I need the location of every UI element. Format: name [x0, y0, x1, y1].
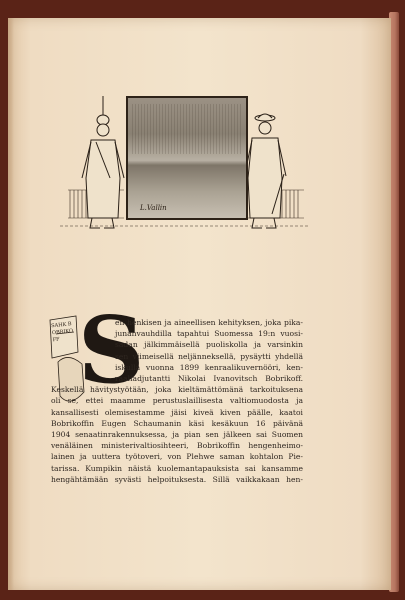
text-line: oli se, ettei maamme perustuslaillisesta valtiomuodosta ja — [51, 396, 303, 406]
text-line: Keskellä hävitystyötään, joka kieltämättömänä tarkoituksena — [51, 385, 303, 395]
text-line: sadan jälkimmäisellä puoliskolla ja varsinkin — [115, 340, 303, 350]
right-guard-figure — [244, 114, 286, 228]
header-illustration — [60, 78, 310, 238]
initial-letter: S — [78, 296, 145, 404]
artist-signature: L.Vallin — [140, 204, 167, 212]
body-paragraph — [51, 317, 303, 485]
text-line: tarissa. Kumpikin näistä kuolemantapauksista sai kansamme — [51, 463, 303, 473]
text-line: sen viimeisellä neljänneksellä, pysäytti yhdellä — [115, 351, 303, 361]
text-line: 1904 senaatinrakennuksessa, ja pian sen jälkeen sai Suomen — [51, 430, 303, 440]
text-line: junanvauhdilla tapahtui Suomessa 19:n vuosi- — [115, 329, 303, 339]
text-line: raaliadjutantti Nikolai Ivanovitsch Bobrikoff. — [115, 374, 303, 384]
text-line: Bobrikoffin Eugen Schaumanin käsi kesäkuun 16 päivänä — [51, 418, 303, 428]
initial-sign-text: SAHK BOBRIKOFF — [50, 321, 74, 344]
text-line: hengähtämään syvästi helpoituksesta. Sillä vaikkakaan hen- — [51, 474, 303, 484]
text-line: venäläinen ministerivaltiosihteeri, Bobrikoffin hengenheimo- — [51, 441, 303, 451]
text-line: lainen ja uuttera työtoveri, von Plehwe saman kohtalon Pie- — [51, 452, 303, 462]
left-guard-figure — [82, 96, 124, 228]
text-line: kansallisesti olemisestamme jäisi kiveä kiven päälle, kaatoi — [51, 407, 303, 417]
framed-landscape-picture — [126, 96, 248, 220]
page-gutter — [8, 18, 14, 590]
text-line: en henkisen ja aineellisen kehityksen, joka pika- — [115, 318, 303, 327]
text-line: iskulla vuonna 1899 kenraalikuvernööri, ken- — [115, 362, 303, 372]
picture-sky — [132, 104, 242, 154]
